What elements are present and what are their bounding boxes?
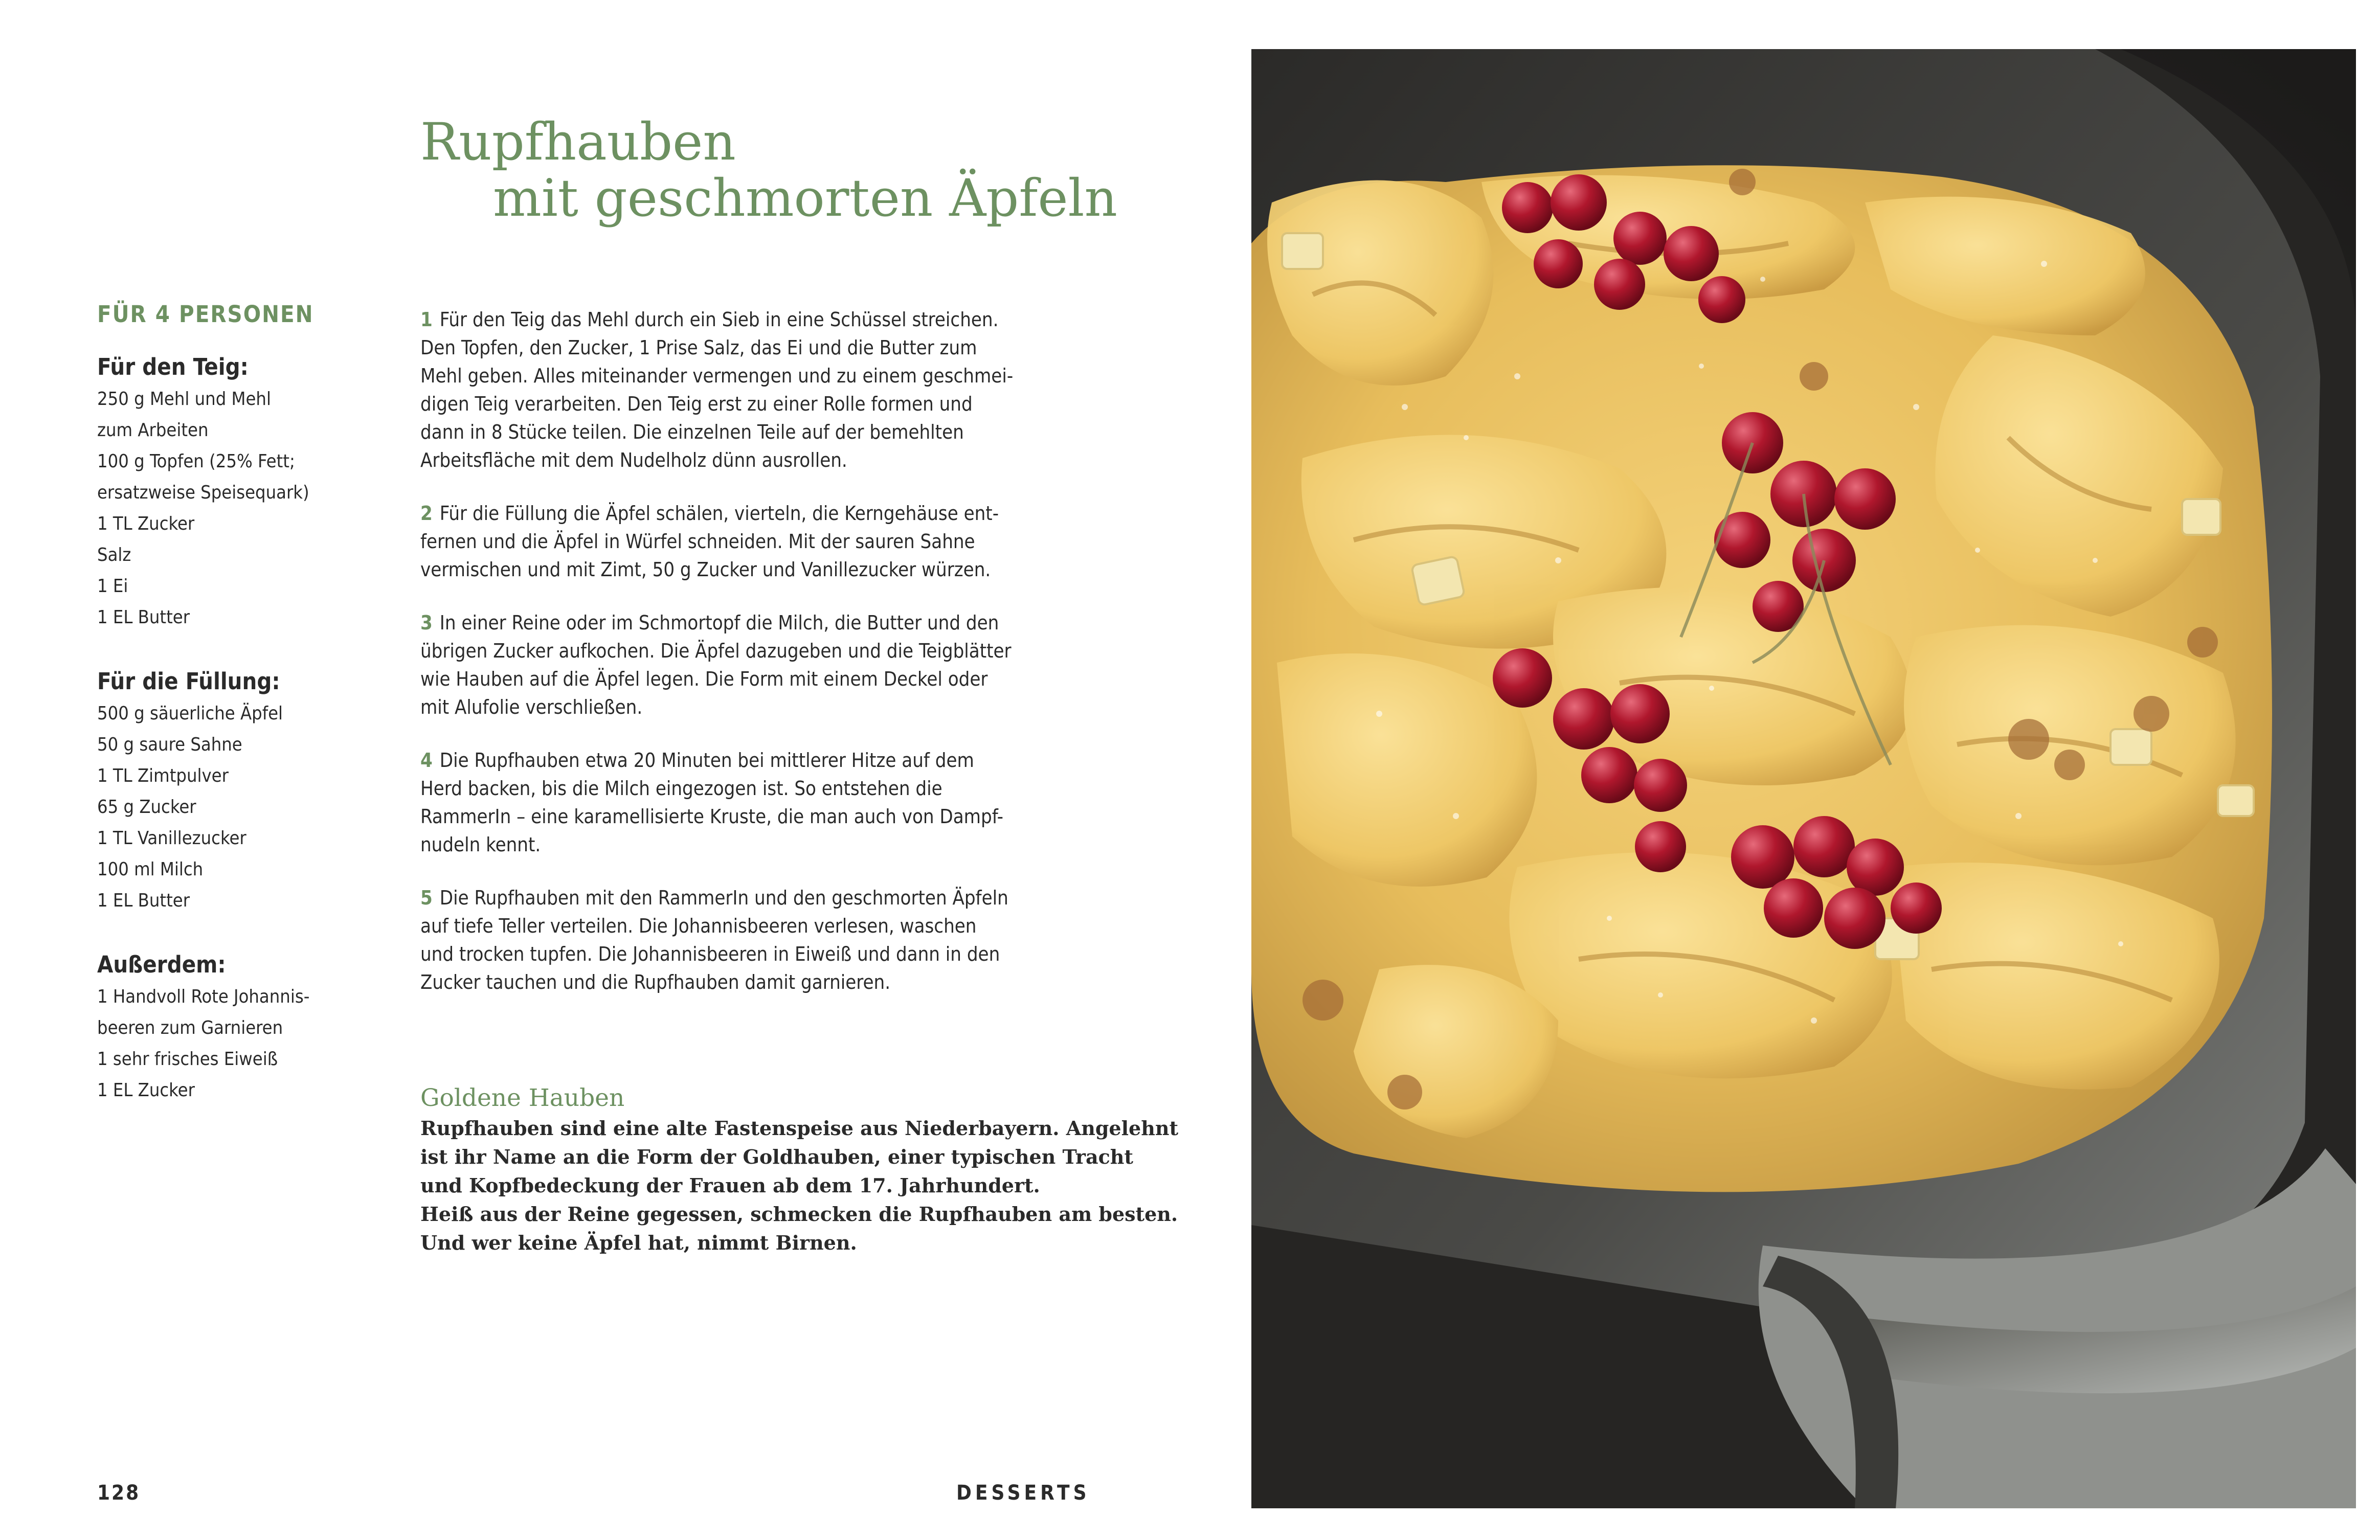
info-box — [420, 1084, 1178, 1257]
info-box-line: und Kopfbedeckung der Frauen ab dem 17. Jahrhundert. — [420, 1174, 1040, 1197]
ingredients-sidebar — [97, 301, 373, 1141]
recipe-title — [420, 112, 1117, 228]
step-text-line: nudeln kennt. — [420, 833, 541, 856]
ingredient-item: 1 TL Vanillezucker — [97, 828, 246, 849]
section-label: DESSERTS — [956, 1481, 1090, 1505]
ingredient-group-filling — [97, 668, 373, 916]
ingredient-group-heading: Für die Füllung: — [97, 668, 280, 695]
ingredient-item: 1 EL Zucker — [97, 1080, 195, 1101]
step-number: 5 — [420, 887, 433, 909]
ingredient-item: 1 Ei — [97, 576, 128, 597]
ingredient-item: 50 g saure Sahne — [97, 734, 242, 755]
ingredient-list — [97, 383, 373, 633]
ingredient-group-extras — [97, 951, 373, 1106]
servings-label: FÜR 4 PERSONEN — [97, 301, 314, 328]
ingredient-item: 1 EL Butter — [97, 607, 190, 628]
info-box-line: Heiß aus der Reine gegessen, schmecken die Rupfhauben am besten. — [420, 1203, 1178, 1226]
ingredient-item: 100 ml Milch — [97, 859, 204, 880]
dish-photo-illustration — [1251, 49, 2356, 1508]
page-number: 128 — [97, 1481, 141, 1505]
ingredient-group-heading: Für den Teig: — [97, 353, 249, 380]
ingredient-item: 1 EL Butter — [97, 890, 190, 911]
title-line-2: mit geschmorten Äpfeln — [493, 168, 1117, 228]
info-box-line: Rupfhauben sind eine alte Fastenspeise aus Niederbayern. Angelehnt — [420, 1117, 1178, 1140]
step-number: 4 — [420, 749, 433, 772]
step-text-line: auf tiefe Teller verteilen. Die Johannisbeeren verlesen, waschen — [420, 915, 977, 937]
step-text-line: RammerIn – eine karamellisierte Kruste, die man auch von Dampf- — [420, 805, 1003, 828]
title-line-1: Rupfhauben — [420, 112, 736, 172]
step-5 — [420, 884, 1070, 997]
method-steps — [420, 306, 1070, 1022]
step-text-line: Arbeitsfläche mit dem Nudelholz dünn ausrollen. — [420, 449, 847, 471]
ingredient-list — [97, 981, 373, 1106]
step-number: 3 — [420, 612, 433, 634]
ingredient-item: ersatzweise Speisequark) — [97, 482, 309, 503]
info-box-heading: Goldene Hauben — [420, 1084, 625, 1112]
step-text-line: digen Teig verarbeiten. Den Teig erst zu einer Rolle formen und — [420, 393, 973, 415]
ingredient-group-heading: Außerdem: — [97, 951, 226, 978]
ingredient-item: 100 g Topfen (25% Fett; — [97, 451, 295, 472]
step-3 — [420, 609, 1070, 721]
step-text-line: Herd backen, bis die Milch eingezogen ist. So entstehen die — [420, 777, 942, 800]
step-4 — [420, 746, 1070, 859]
step-text-line: fernen und die Äpfel in Würfel schneiden. Mit der sauren Sahne — [420, 530, 975, 553]
step-number: 1 — [420, 308, 433, 331]
step-text-line: Den Topfen, den Zucker, 1 Prise Salz, das Ei und die Butter zum — [420, 336, 977, 359]
info-box-text — [420, 1114, 1178, 1257]
ingredient-group-dough — [97, 353, 373, 633]
ingredient-item: 65 g Zucker — [97, 797, 196, 818]
step-text-line: Mehl geben. Alles miteinander vermengen und zu einem geschmei- — [420, 365, 1014, 387]
step-text-line: dann in 8 Stücke teilen. Die einzelnen Teile auf der bemehlten — [420, 421, 964, 443]
step-1 — [420, 306, 1070, 474]
step-text-line: In einer Reine oder im Schmortopf die Milch, die Butter und den — [439, 612, 999, 634]
step-text-line: übrigen Zucker aufkochen. Die Äpfel dazugeben und die Teigblätter — [420, 640, 1012, 662]
step-text-line: Die Rupfhauben mit den RammerIn und den geschmorten Äpfeln — [439, 887, 1008, 909]
step-text-line: und trocken tupfen. Die Johannisbeeren in Eiweiß und dann in den — [420, 943, 1000, 965]
ingredient-item: 500 g säuerliche Äpfel — [97, 703, 283, 724]
step-text-line: Für die Füllung die Äpfel schälen, vierteln, die Kerngehäuse ent- — [439, 502, 999, 525]
info-box-line: Und wer keine Äpfel hat, nimmt Birnen. — [420, 1231, 857, 1254]
step-text-line: Zucker tauchen und die Rupfhauben damit garnieren. — [420, 971, 891, 993]
ingredient-item: 1 TL Zimtpulver — [97, 765, 229, 786]
dish-photo — [1251, 49, 2356, 1508]
step-text-line: Die Rupfhauben etwa 20 Minuten bei mittlerer Hitze auf dem — [439, 749, 974, 772]
ingredient-item: 1 Handvoll Rote Johannis- — [97, 986, 310, 1007]
ingredient-item: zum Arbeiten — [97, 420, 209, 441]
info-box-line: ist ihr Name an die Form der Goldhauben, einer typischen Tracht — [420, 1145, 1133, 1168]
step-text-line: wie Hauben auf die Äpfel legen. Die Form mit einem Deckel oder — [420, 668, 988, 690]
step-text-line: mit Alufolie verschließen. — [420, 696, 643, 718]
ingredient-list — [97, 698, 373, 916]
ingredient-item: 1 TL Zucker — [97, 513, 195, 534]
ingredient-item: Salz — [97, 545, 131, 565]
step-2 — [420, 500, 1070, 584]
ingredient-item: beeren zum Garnieren — [97, 1017, 283, 1038]
step-text-line: Für den Teig das Mehl durch ein Sieb in eine Schüssel streichen. — [439, 308, 999, 331]
ingredient-item: 250 g Mehl und Mehl — [97, 389, 271, 410]
ingredient-item: 1 sehr frisches Eiweiß — [97, 1049, 278, 1070]
step-text-line: vermischen und mit Zimt, 50 g Zucker und Vanillezucker würzen. — [420, 558, 991, 581]
step-number: 2 — [420, 502, 433, 525]
